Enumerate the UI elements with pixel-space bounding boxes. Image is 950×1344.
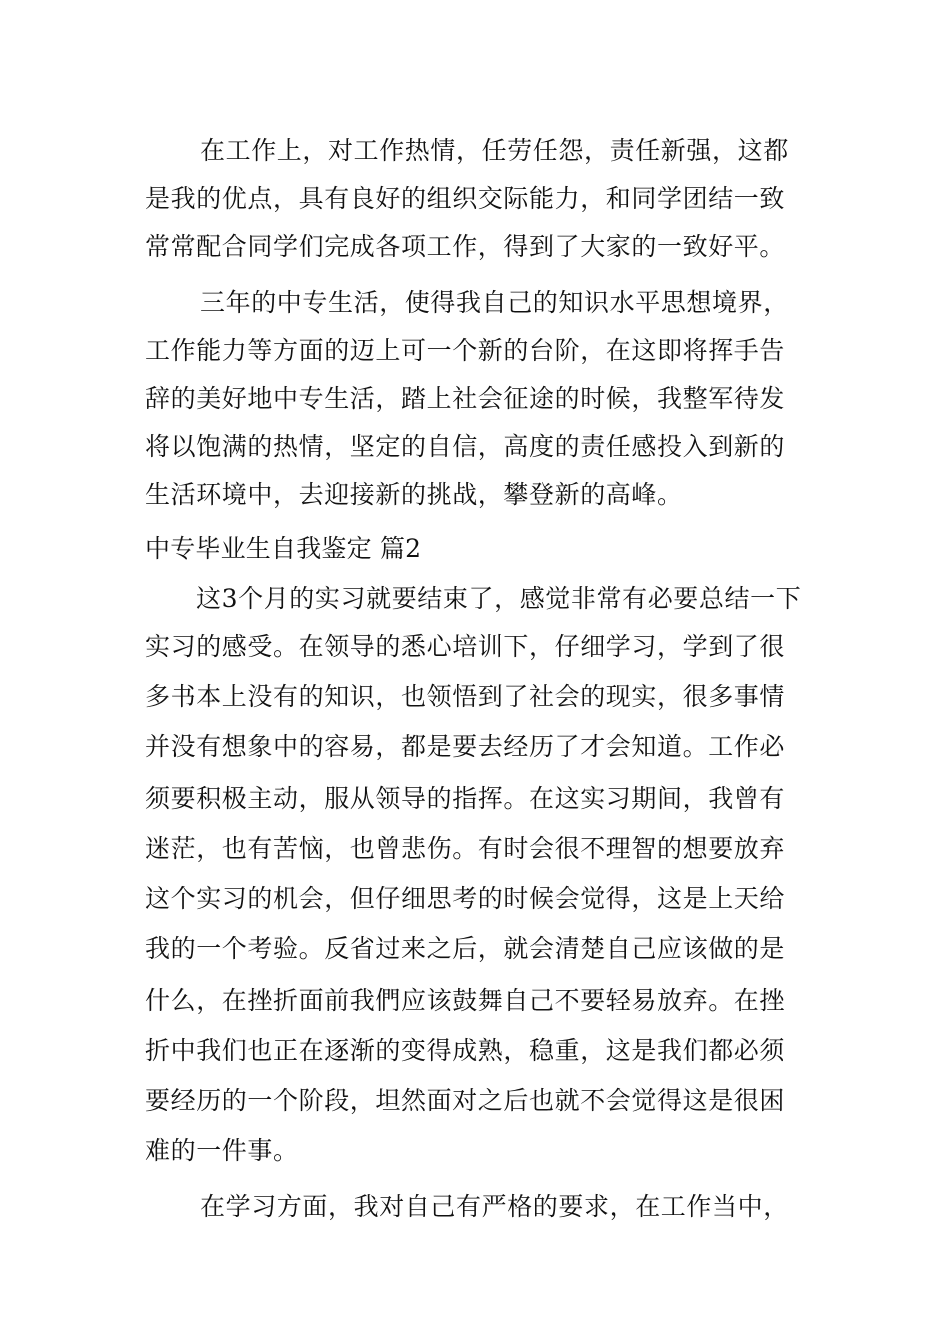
paragraph-2-line-2: 工作能力等方面的迈上可一个新的台阶，在这即将挥手告 bbox=[145, 336, 786, 365]
paragraph-1-line-2: 是我的优点，具有良好的组织交际能力，和同学团结一致 bbox=[145, 184, 786, 213]
paragraph-3-line-1: 这3个月的实习就要结束了，感觉非常有必要总结一下 bbox=[196, 584, 802, 613]
paragraph-3-line-12: 难的一件事。 bbox=[145, 1136, 299, 1165]
paragraph-4-line-1: 在学习方面，我对自己有严格的要求，在工作当中， bbox=[200, 1192, 789, 1221]
paragraph-3-line-9: 什么，在挫折面前我們应该鼓舞自己不要轻易放弃。在挫 bbox=[145, 986, 786, 1015]
paragraph-2-line-4: 将以饱满的热情，坚定的自信，高度的责任感投入到新的 bbox=[145, 432, 786, 461]
paragraph-3-line-5: 须要积极主动，服从领导的指挥。在这实习期间，我曾有 bbox=[145, 784, 786, 813]
paragraph-3-line-3: 多书本上没有的知识，也领悟到了社会的现实，很多事情 bbox=[145, 682, 786, 711]
paragraph-2-line-5: 生活环境中，去迎接新的挑战，攀登新的高峰。 bbox=[145, 480, 683, 509]
section-heading: 中专毕业生自我鉴定 篇2 bbox=[145, 534, 422, 563]
paragraph-3-line-2: 实习的感受。在领导的悉心培训下，仔细学习，学到了很 bbox=[145, 632, 786, 661]
paragraph-3-line-7: 这个实习的机会，但仔细思考的时候会觉得，这是上天给 bbox=[145, 884, 786, 913]
paragraph-2-line-3: 辞的美好地中专生活，踏上社会征途的时候，我整军待发 bbox=[145, 384, 786, 413]
paragraph-3-line-10: 折中我们也正在逐渐的变得成熟，稳重，这是我们都必须 bbox=[145, 1036, 786, 1065]
paragraph-1-line-1: 在工作上，对工作热情，任劳任怨，责任新强，这都 bbox=[200, 136, 789, 165]
paragraph-3-line-6: 迷茫，也有苦恼，也曾悲伤。有时会很不理智的想要放弃 bbox=[145, 834, 786, 863]
paragraph-3-line-11: 要经历的一个阶段，坦然面对之后也就不会觉得这是很困 bbox=[145, 1086, 786, 1115]
paragraph-2-line-1: 三年的中专生活，使得我自己的知识水平思想境界， bbox=[200, 288, 789, 317]
paragraph-3-line-4: 并没有想象中的容易，都是要去经历了才会知道。工作必 bbox=[145, 732, 786, 761]
paragraph-3-line-8: 我的一个考验。反省过来之后，就会清楚自己应该做的是 bbox=[145, 934, 786, 963]
paragraph-1-line-3: 常常配合同学们完成各项工作，得到了大家的一致好平。 bbox=[145, 232, 786, 261]
